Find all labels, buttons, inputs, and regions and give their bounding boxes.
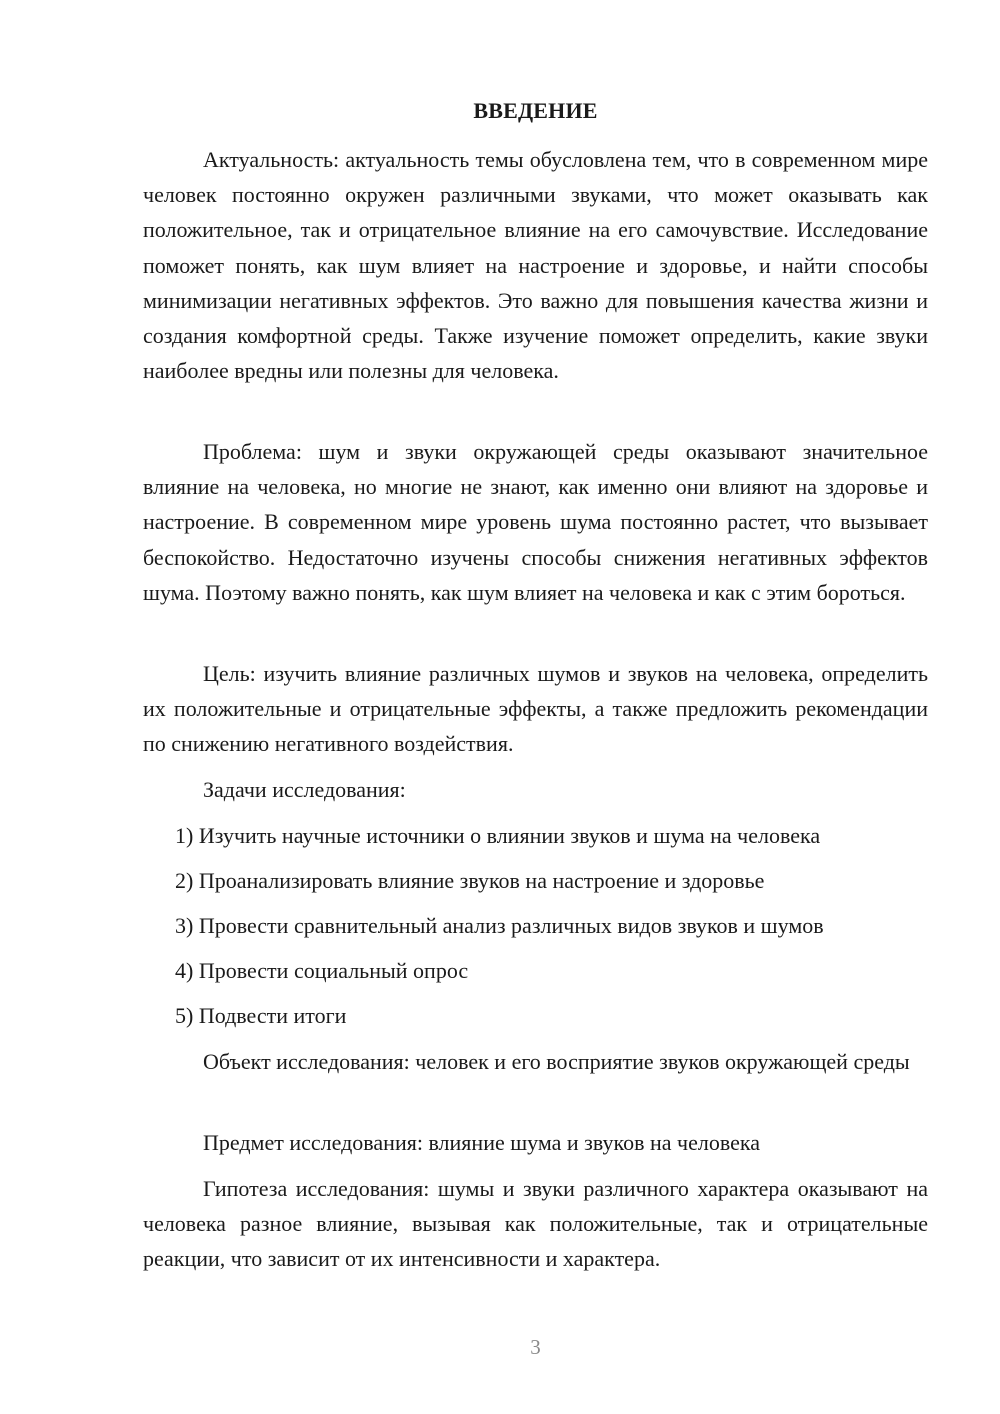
hypothesis-paragraph: Гипотеза исследования: шумы и звуки различного характера оказывают на человека разное влияние, вызывая как положительные, так и отрицательные реакции, что зависит от их интенсивности и характера. <box>143 1176 928 1272</box>
task-item: 3) Провести сравнительный анализ различных видов звуков и шумов <box>175 913 824 938</box>
task-item: 2) Проанализировать влияние звуков на настроение и здоровье <box>175 868 765 893</box>
task-item: 4) Провести социальный опрос <box>175 958 469 983</box>
relevance-paragraph: Актуальность: актуальность темы обусловлена тем, что в современном мире человек постоянно окружен различными звуками, что может оказывать как положительное, так и отрицательное влияние на его самочувствие. Исследование поможет понять, как шум влияет на настроение и здоровье, и найти способы минимизации негативных эффектов. Это важно для повышения качества жизни и создания комфортной среды. Также изучение поможет определить, какие звуки наиболее вредны или полезны для человека. <box>143 147 928 384</box>
task-item: 5) Подвести итоги <box>175 1003 347 1028</box>
tasks-heading: Задачи исследования: <box>203 777 406 802</box>
subject-paragraph: Предмет исследования: влияние шума и звуков на человека <box>203 1130 760 1155</box>
document-page <box>143 0 928 1414</box>
object-paragraph: Объект исследования: человек и его восприятие звуков окружающей среды <box>203 1049 910 1074</box>
page-title: ВВЕДЕНИЕ <box>473 98 598 123</box>
task-item: 1) Изучить научные источники о влиянии звуков и шума на человека <box>175 823 821 848</box>
problem-paragraph: Проблема: шум и звуки окружающей среды оказывают значительное влияние на человека, но многие не знают, как именно они влияют на здоровье и настроение. В современном мире уровень шума постоянно растет, что вызывает беспокойство. Недостаточно изучены способы снижения негативных эффектов шума. Поэтому важно понять, как шум влияет на человека и как с этим бороться. <box>143 439 928 605</box>
goal-paragraph: Цель: изучить влияние различных шумов и звуков на человека, определить их положительные и отрицательные эффекты, а также предложить рекомендации по снижению негативного воздействия. <box>143 661 928 757</box>
page-number: 3 <box>530 1335 541 1359</box>
